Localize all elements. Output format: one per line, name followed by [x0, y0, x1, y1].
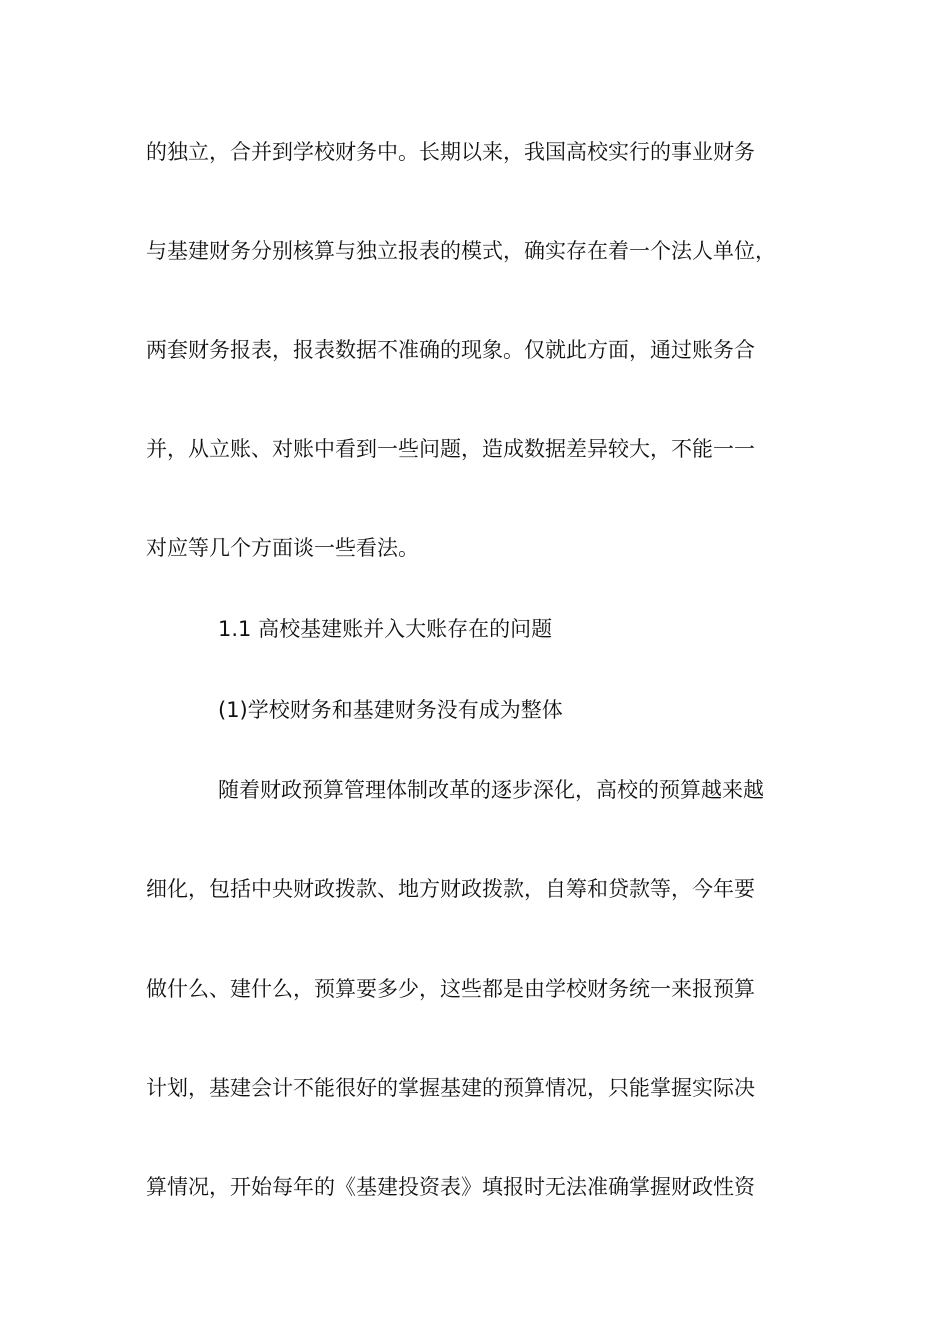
body-text-line: 与基建财务分别核算与独立报表的模式，确实存在着一个法人单位，	[146, 239, 776, 263]
body-text-line: 算情况，开始每年的《基建投资表》填报时无法准确掌握财政性资	[146, 1175, 755, 1199]
body-text-line: 两套财务报表，报表数据不准确的现象。仅就此方面，通过账务合	[146, 338, 755, 362]
body-text-line: 随着财政预算管理体制改革的逐步深化，高校的预算越来越	[218, 778, 764, 802]
body-text-line: 的独立，合并到学校财务中。长期以来，我国高校实行的事业财务	[146, 140, 755, 164]
body-text-line: 做什么、建什么，预算要多少，这些都是由学校财务统一来报预算	[146, 977, 755, 1001]
body-text-line: 细化，包括中央财政拨款、地方财政拨款，自筹和贷款等，今年要	[146, 877, 755, 901]
subsection-heading: (1)学校财务和基建财务没有成为整体	[218, 698, 563, 722]
body-text-line: 对应等几个方面谈一些看法。	[146, 536, 419, 560]
section-heading: 1.1 高校基建账并入大账存在的问题	[218, 617, 553, 641]
body-text-line: 并，从立账、对账中看到一些问题，造成数据差异较大，不能一一	[146, 437, 755, 461]
body-text-line: 计划，基建会计不能很好的掌握基建的预算情况，只能掌握实际决	[146, 1076, 755, 1100]
